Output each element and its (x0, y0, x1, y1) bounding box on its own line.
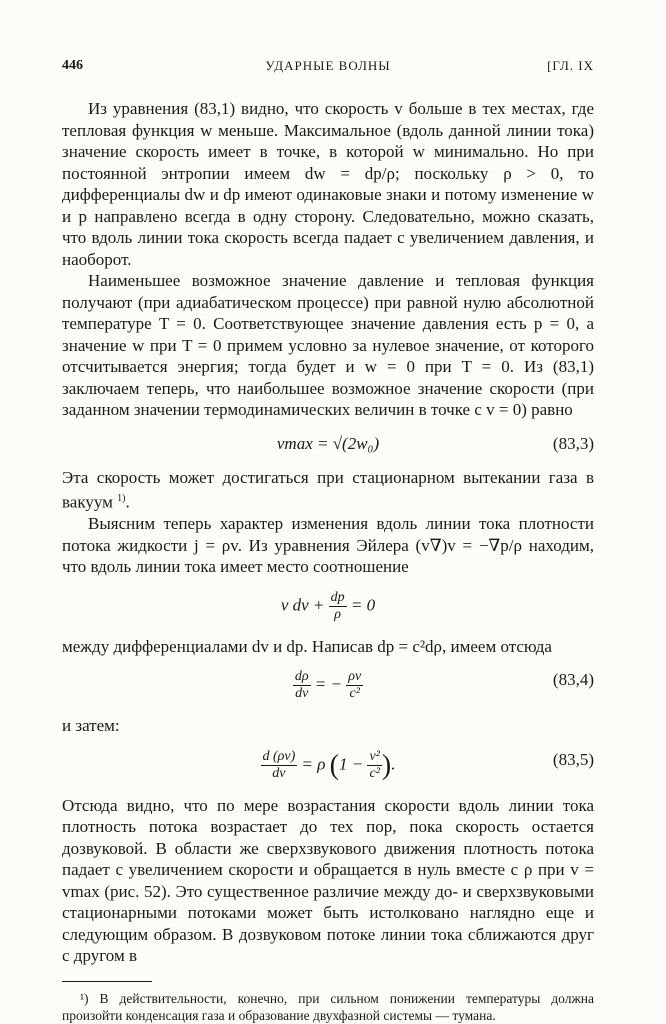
footnote: ¹) В действительности, конечно, при сильном понижении температуры должна произойти конденсация газа и образование двухфазной системы — тумана. (62, 990, 594, 1023)
eq-83-5-den2: c² (369, 765, 380, 781)
equation-83-3-label: (83,3) (552, 433, 594, 453)
eq-83-5-num: d (ρv) (262, 748, 296, 764)
eq-euler-den: ρ (334, 606, 342, 622)
eq-83-5-num2: v² (369, 748, 380, 764)
eq-euler-part-b: = 0 (350, 595, 376, 615)
equation-euler (62, 584, 594, 630)
running-title: УДАРНЫЕ ВОЛНЫ (265, 58, 391, 73)
eq-euler-part-a: v dv + (280, 595, 325, 615)
eq-83-5-dot: . (391, 754, 396, 774)
equation-83-5 (62, 743, 594, 789)
eq-83-4-den: dv (295, 686, 309, 702)
paragraph-1: Из уравнения (83,1) видно, что скорость v больше в тех местах, где тепловая функция w меньше. Максимальное (вдоль данной линии тока) значение скорость имеет в точке, в которой w минимально. Но при постоянной энтропии имеем dw = dp/ρ; поскольку ρ > 0, то дифференциалы dw и dp имеют одинаковые знаки и потому изменение w и p направлено всегда в одну сторону. Следовательно, можно сказать, что вдоль линии тока скорость всегда падает с увеличением давления, и наоборот. (62, 99, 594, 269)
paragraph-6: и затем: (62, 716, 120, 736)
eq-83-5-frac-left (261, 749, 298, 782)
eq-83-4-frac-right (346, 669, 363, 702)
paragraph-5: между дифференциалами dv и dp. Написав dp = c²dρ, имеем отсюда (62, 636, 552, 656)
equation-83-4-label: (83,4) (552, 670, 594, 690)
eq-83-5-open-paren: ( (329, 749, 339, 781)
eq-83-4-den2: c² (349, 686, 360, 702)
page-number: 446 (62, 58, 83, 73)
eq-83-5-inner: 1 − (339, 754, 364, 774)
paragraph-3 (62, 467, 594, 514)
eq-euler-fraction (329, 590, 347, 623)
running-header (62, 58, 594, 82)
equation-83-5-formula (62, 749, 594, 782)
page-body (62, 98, 594, 1024)
eq-83-5-close-paren: ) (381, 749, 392, 781)
eq-83-4-frac-left (293, 669, 311, 702)
book-page (62, 58, 594, 1024)
paragraph-7: Отсюда видно, что по мере возрастания скорости вдоль линии тока плотность потока возрастает до тех пор, пока скорость остается дозвуковой. В области же сверхзвукового движения плотность потока падает с увеличением скорости и обращается в нуль вместе с ρ при v = vmax (рис. 52). Это существенное различие между до- и сверхзвуковыми стационарными потоками может быть истолковано наглядно еще и следующим образом. В дозвуковом потоке линии тока сближаются друг с другом в (62, 795, 594, 966)
eq-83-4-num2: ρv (348, 669, 362, 685)
paragraph-3-end: . (125, 492, 130, 512)
equation-83-3 (62, 427, 594, 461)
paragraph-3-text: Эта скорость может достигаться при стационарном вытекании газа в вакуум (62, 467, 594, 512)
footnote-ref[interactable]: 1) (117, 493, 126, 504)
equation-83-4 (62, 663, 594, 709)
paragraph-2: Наименьшее возможное значение давление и тепловая функция получают (при адиабатическом процессе) при равной нулю абсолютной температуре T = 0. Соответствующее значение давления есть p = 0, а значение w при T = 0 примем условно за нулевое значение, от которого отсчитывается энергия; тогда будет и w = 0 при T = 0. Из (83,1) заключаем теперь, что наибольшее возможное значение скорости (при заданном значении термодинамических величин в точке с v = 0) равно (62, 271, 594, 419)
equation-83-4-formula (62, 669, 594, 702)
equation-euler-formula (62, 590, 594, 623)
equation-83-5-label: (83,5) (552, 749, 594, 769)
equation-83-3-formula: vmax = √(2w₀) (276, 433, 380, 453)
eq-83-4-mid: = − (314, 674, 342, 694)
chapter-label: [ГЛ. IX (547, 58, 594, 73)
footnote-divider (62, 981, 152, 982)
eq-83-5-den: dv (272, 765, 286, 781)
eq-83-5-mid: = ρ (301, 754, 326, 774)
eq-83-5-frac-right (367, 749, 381, 782)
paragraph-4: Выясним теперь характер изменения вдоль линии тока плотности потока жидкости j = ρv. Из уравнения Эйлера (v∇)v = −∇p/ρ находим, что вдоль линии тока имеет место соотношение (62, 514, 594, 577)
eq-euler-num: dp (330, 589, 345, 605)
eq-83-4-num: dρ (294, 669, 309, 685)
